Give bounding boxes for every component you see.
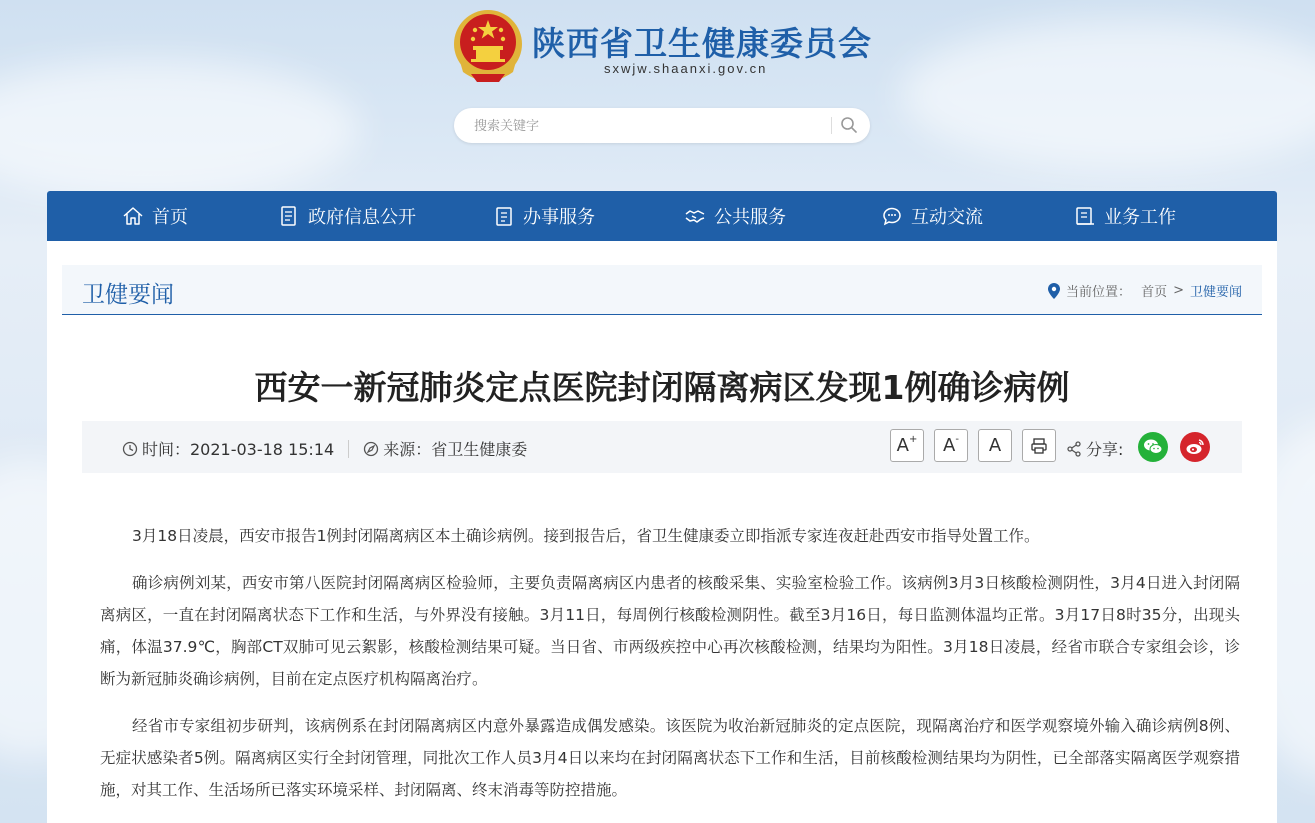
font-decrease-button[interactable] (934, 429, 968, 462)
national-emblem-icon[interactable] (451, 8, 525, 84)
weibo-icon (1185, 438, 1205, 456)
share-label: 分享: (1086, 440, 1124, 459)
print-button[interactable] (1022, 429, 1056, 462)
plus-icon: + (908, 434, 918, 445)
article-title: 西安一新冠肺炎定点医院封闭隔离病区发现1例确诊病例 (254, 368, 1070, 407)
nav-item-interaction[interactable] (881, 191, 983, 241)
meta-divider (348, 440, 349, 458)
article-meta-bar (82, 421, 1242, 473)
search-input[interactable] (472, 108, 776, 145)
article-source: 来源：省卫生健康委 (383, 440, 528, 459)
article-paragraph: 确诊病例刘某，西安市第八医院封闭隔离病区检验师，主要负责隔离病区内患者的核酸采集、实验室检验工作。该病例3月3日核酸检测阴性，3月4日进入封闭隔离病区，一直在封闭隔离状态下工作和生活，与外界没有接触。3月11日，每周例行核酸检测阴性。截至3月16日，每日监测体温均正常。3月17日8时35分，出现头痛，体温37.9℃，胸部CT双肺可见云絮影，核酸检测结果可疑。当日省、市两级疾控中心再次核酸检测，结果均为阳性。3月18日凌晨，经省市联合专家组会诊，诊断为新冠肺炎确诊病例，目前在定点医疗机构隔离治疗。 (100, 574, 1241, 688)
nav-item-gov-info[interactable] (278, 191, 416, 241)
breadcrumb (1048, 281, 1242, 300)
publish-time: 时间：2021-03-18 15:14 (142, 440, 335, 459)
printer-icon (1030, 437, 1048, 455)
search-icon[interactable] (840, 116, 858, 134)
font-decrease-label: A (943, 435, 956, 456)
font-increase-button[interactable] (890, 429, 924, 462)
main-nav (47, 191, 1277, 241)
article-meta (122, 437, 527, 460)
nav-item-public-services[interactable] (684, 191, 786, 241)
nav-item-label: 政府信息公开 (308, 207, 416, 228)
font-increase-label: A (896, 435, 909, 456)
nav-item-services[interactable] (493, 191, 595, 241)
section-title: 卫健要闻 (82, 282, 174, 308)
article-paragraph: 3月18日凌晨，西安市报告1例封闭隔离病区本土确诊病例。接到报告后，省卫生健康委立即指派专家连夜赶赴西安市指导处置工作。 (132, 527, 1040, 545)
breadcrumb-separator: > (1173, 283, 1184, 298)
font-reset-label: A (988, 435, 1002, 456)
nav-item-label: 业务工作 (1104, 207, 1176, 228)
nav-item-business[interactable] (1074, 191, 1176, 241)
home-icon (122, 205, 144, 227)
clock-icon (122, 441, 138, 457)
minus-icon: - (955, 434, 959, 445)
book-icon (1074, 205, 1096, 227)
clipboard-icon (493, 205, 515, 227)
location-pin-icon (1048, 283, 1060, 299)
search-box (454, 108, 870, 143)
site-header (0, 0, 1315, 190)
article-paragraph: 经省市专家组初步研判，该病例系在封闭隔离病区内意外暴露造成偶发感染。该医院为收治新冠肺炎的定点医院，现隔离治疗和医学观察境外输入确诊病例8例、无症状感染者5例。隔离病区实行全封闭管理，同批次工作人员3月4日以来均在封闭隔离状态下工作和生活，目前核酸检测结果均为阴性，已全部落实隔离医学观察措施，对其工作、生活场所已落实环境采样、封闭隔离、终末消毒等防控措施。 (100, 717, 1240, 799)
document-icon (278, 205, 300, 227)
breadcrumb-home-link[interactable]: 首页 (1141, 285, 1168, 300)
article-body (100, 520, 1240, 821)
share-weibo-button[interactable] (1180, 432, 1210, 462)
breadcrumb-current[interactable]: 卫健要闻 (1189, 285, 1242, 300)
search-divider (831, 117, 832, 134)
site-title[interactable]: 陕西省卫生健康委员会 (532, 24, 872, 63)
section-header (62, 265, 1262, 315)
share-icon (1066, 441, 1082, 457)
compass-icon (363, 441, 379, 457)
nav-item-home[interactable] (122, 191, 188, 241)
share-wechat-button[interactable] (1138, 432, 1168, 462)
site-domain: sxwjw.shaanxi.gov.cn (604, 61, 768, 76)
nav-item-label: 首页 (152, 207, 188, 228)
breadcrumb-prefix: 当前位置： (1066, 285, 1132, 300)
handshake-icon (684, 205, 706, 227)
nav-item-label: 公共服务 (714, 207, 786, 228)
wechat-icon (1143, 438, 1163, 456)
nav-item-label: 互动交流 (911, 207, 983, 228)
font-reset-button[interactable] (978, 429, 1012, 462)
nav-item-label: 办事服务 (523, 207, 595, 228)
share-section (1066, 437, 1123, 460)
chat-icon (881, 205, 903, 227)
